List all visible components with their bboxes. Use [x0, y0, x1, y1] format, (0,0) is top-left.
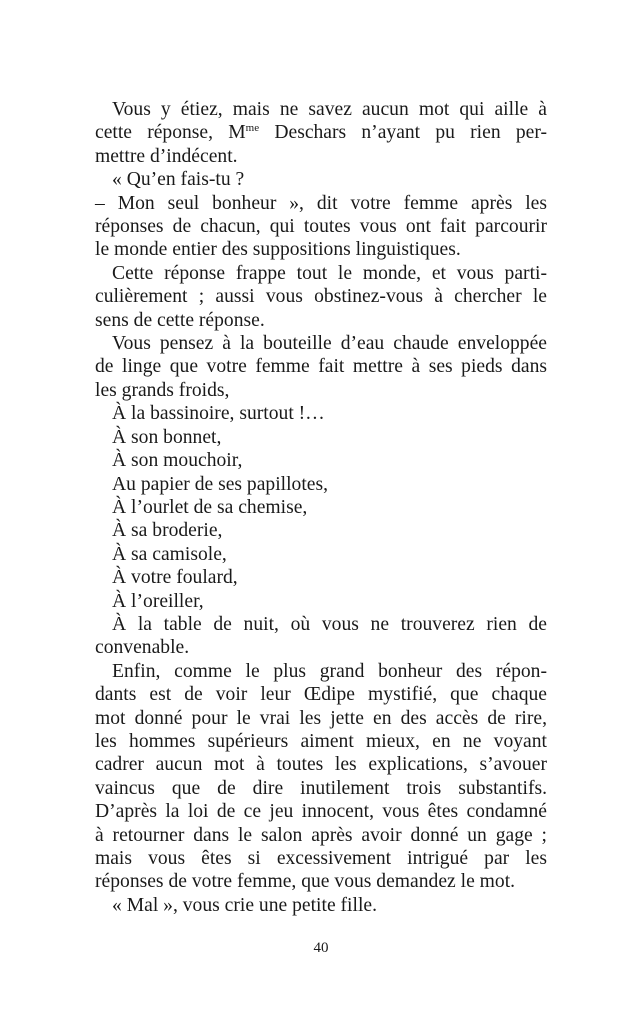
text-line: D’après la loi de ce jeu innocent, vous êtes condamné: [95, 801, 547, 823]
text-line: le monde entier des suppositions linguistiques.: [95, 239, 461, 261]
text-fragment: cette réponse, M: [95, 122, 246, 144]
text-line: culièrement ; aussi vous obstinez-vous à chercher le: [95, 286, 547, 308]
text-line: Vous pensez à la bouteille d’eau chaude enveloppée: [112, 333, 547, 355]
text-line: Vous y étiez, mais ne savez aucun mot qui aille à: [112, 99, 547, 120]
text-line: Au papier de ses papillotes,: [112, 473, 329, 495]
text-line: Cette réponse frappe tout le monde, et vous parti-: [112, 262, 547, 284]
text-line: mettre d’indécent.: [95, 145, 238, 167]
text-line: convenable.: [95, 637, 190, 659]
text-line: À son bonnet,: [112, 426, 222, 448]
text-line: de linge que votre femme fait mettre à ses pieds dans: [95, 356, 547, 378]
text-line: À l’ourlet de sa chemise,: [112, 496, 308, 518]
text-line: vaincus que de dire inutilement trois substantifs.: [95, 777, 547, 799]
text-line: À la table de nuit, où vous ne trouverez rien de: [112, 613, 547, 635]
superscript: me: [245, 122, 260, 135]
text-line: les grands froids,: [95, 379, 230, 401]
text-line: [95, 121, 547, 144]
text-fragment: Deschars n’ayant pu rien per-: [259, 122, 547, 144]
text-line: À sa broderie,: [112, 520, 223, 542]
body-text: [95, 98, 547, 917]
text-line: À votre foulard,: [112, 567, 238, 589]
text-line: les hommes supérieurs aiment mieux, en ne voyant: [95, 730, 547, 752]
page-number: 40: [313, 940, 329, 956]
text-line: À sa camisole,: [112, 543, 227, 565]
text-line: – Mon seul bonheur », dit votre femme après les: [95, 192, 547, 214]
text-line: dants est de voir leur Œdipe mystifié, que chaque: [95, 684, 547, 706]
text-line: « Qu’en fais-tu ?: [112, 169, 245, 191]
text-line: à retourner dans le salon après avoir donné un gage ;: [95, 824, 547, 846]
text-line: réponses de votre femme, que vous demandez le mot.: [95, 871, 516, 893]
text-line: cadrer aucun mot à toutes les explications, s’avouer: [95, 754, 547, 776]
text-line: sens de cette réponse.: [95, 309, 265, 331]
text-line: À l’oreiller,: [112, 590, 204, 612]
text-line: réponses de chacun, qui toutes vous ont fait parcourir: [95, 216, 547, 238]
text-line: Enfin, comme le plus grand bonheur des répon-: [112, 660, 547, 682]
text-line: mot donné pour le vrai les jette en des accès de rire,: [95, 707, 547, 729]
text-line: mais vous êtes si excessivement intrigué par les: [95, 848, 547, 869]
text-line: À son mouchoir,: [112, 450, 243, 472]
text-line: À la bassinoire, surtout !…: [112, 403, 325, 425]
text-line: « Mal », vous crie une petite fille.: [112, 894, 377, 916]
